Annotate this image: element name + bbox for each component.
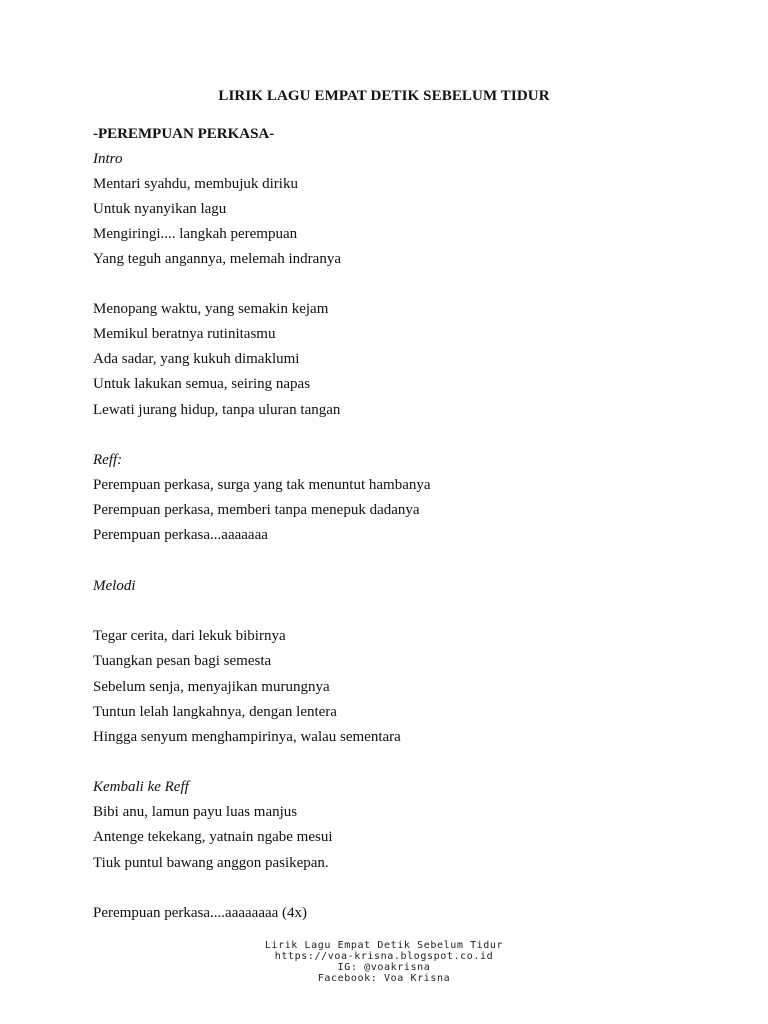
lyric-line: Mengiringi.... langkah perempuan: [93, 226, 298, 242]
footer-url: https://voa-krisna.blogspot.co.id: [274, 951, 494, 962]
lyric-line: Menopang waktu, yang semakin kejam: [93, 301, 329, 317]
lyric-line: Tuangkan pesan bagi semesta: [93, 653, 272, 669]
outro-line: Perempuan perkasa....aaaaaaaa (4x): [93, 905, 308, 921]
lyric-line: Untuk nyanyikan lagu: [93, 201, 227, 217]
kembali-label: Kembali ke Reff: [93, 779, 189, 795]
lyric-line: Tiuk puntul bawang anggon pasikepan.: [93, 855, 329, 871]
lyric-line: Yang teguh angannya, melemah indranya: [93, 251, 341, 267]
page-footer: [0, 940, 768, 984]
footer-title: Lirik Lagu Empat Detik Sebelum Tidur: [264, 940, 504, 951]
lyric-line: Bibi anu, lamun payu luas manjus: [93, 804, 298, 820]
lyric-line: Tegar cerita, dari lekuk bibirnya: [93, 628, 286, 644]
lyric-line: Untuk lakukan semua, seiring napas: [93, 376, 311, 392]
lyric-line: Memikul beratnya rutinitasmu: [93, 326, 276, 342]
lyric-line: Perempuan perkasa...aaaaaaa: [93, 527, 268, 543]
document-title: LIRIK LAGU EMPAT DETIK SEBELUM TIDUR: [218, 88, 550, 104]
lyric-line: Hingga senyum menghampirinya, walau sementara: [93, 729, 401, 745]
lyric-line: Tuntun lelah langkahnya, dengan lentera: [93, 704, 337, 720]
lyric-line: Sebelum senja, menyajikan murungnya: [93, 679, 330, 695]
lyric-line: Mentari syahdu, membujuk diriku: [93, 176, 298, 192]
lyric-line: Lewati jurang hidup, tanpa uluran tangan: [93, 402, 341, 418]
melodi-label: Melodi: [93, 578, 136, 594]
footer-instagram: IG: @voakrisna: [337, 962, 431, 973]
reff-label: Reff:: [93, 452, 123, 468]
lyric-line: Perempuan perkasa, surga yang tak menuntut hambanya: [93, 477, 431, 493]
song-title: -PEREMPUAN PERKASA-: [93, 126, 275, 142]
footer-facebook: Facebook: Voa Krisna: [317, 973, 451, 984]
intro-label: Intro: [93, 151, 123, 167]
lyric-line: Antenge tekekang, yatnain ngabe mesui: [93, 829, 333, 845]
lyric-line: Ada sadar, yang kukuh dimaklumi: [93, 351, 300, 367]
lyric-line: Perempuan perkasa, memberi tanpa menepuk dadanya: [93, 502, 420, 518]
